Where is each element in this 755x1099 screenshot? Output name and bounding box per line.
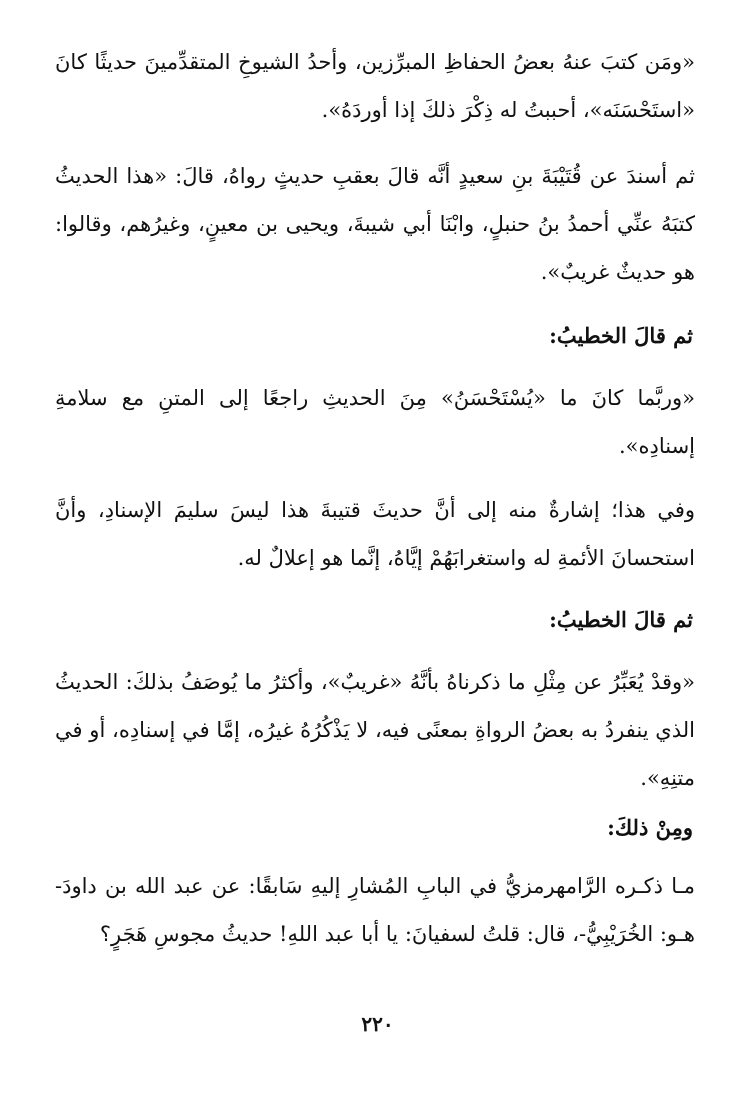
page-number: ٢٢٠ — [361, 1012, 394, 1036]
paragraph-2: ثم أسندَ عن قُتَيْبَةَ بنِ سعيدٍ أنَّه قالَ بعقبِ حديثٍ رواهُ، قالَ: «هذا الحديثُ كتبَهُ عنِّي أحمدُ بنُ حنبلٍ، وابْنَا أبي شيبةَ، ويحيى بن معينٍ، وغيرُهم، وقالوا: هو حديثٌ غريبٌ». — [55, 164, 695, 284]
paragraph-3: «وربَّما كانَ ما «يُسْتَحْسَنُ» مِنَ الحديثِ راجعًا إلى المتنِ مع سلامةِ إسنادِه». — [55, 386, 695, 458]
paragraph-5: «وقدْ يُعَبِّرُ عن مِثْلِ ما ذكرناهُ بأنَّهُ «غريبٌ»، وأكثرُ ما يُوصَفُ بذلكَ: الحديثُ الذي ينفردُ به بعضُ الرواةِ بمعنًى فيه، لا يَذْكُرُهُ غيرُه، إمَّا في إسنادِه، أو في متنِهِ». — [55, 670, 695, 790]
paragraph-4: وفي هذا؛ إشارةٌ منه إلى أنَّ حديثَ قتيبةَ هذا ليسَ سليمَ الإسنادِ، وأنَّ استحسانَ الأئمةِ له واستغرابَهُمْ إيَّاهُ، إنَّما هو إعلالٌ له. — [55, 498, 695, 570]
section-heading-3: ومِنْ ذلكَ: — [607, 815, 693, 840]
section-heading-2: ثم قالَ الخطيبُ: — [549, 607, 693, 632]
section-heading-1: ثم قالَ الخطيبُ: — [549, 323, 693, 348]
paragraph-1: «ومَن كتبَ عنهُ بعضُ الحفاظِ المبرِّزين، وأحدُ الشيوخِ المتقدِّمينَ حديثًا كانَ «استَحْسَنَه»، أحببتُ له ذِكْرَ ذلكَ إذا أوردَهُ». — [55, 50, 695, 122]
paragraph-6: مـا ذكـره الرَّامهرمزيُّ في البابِ المُشارِ إليهِ سَابقًا: عن عبد الله بن داودَ- هـو: الخُرَيْبِيُّ-، قال: قلتُ لسفيانَ: يا أبا عبد اللهِ! حديثُ مجوسِ هَجَرٍ؟ — [55, 874, 695, 946]
